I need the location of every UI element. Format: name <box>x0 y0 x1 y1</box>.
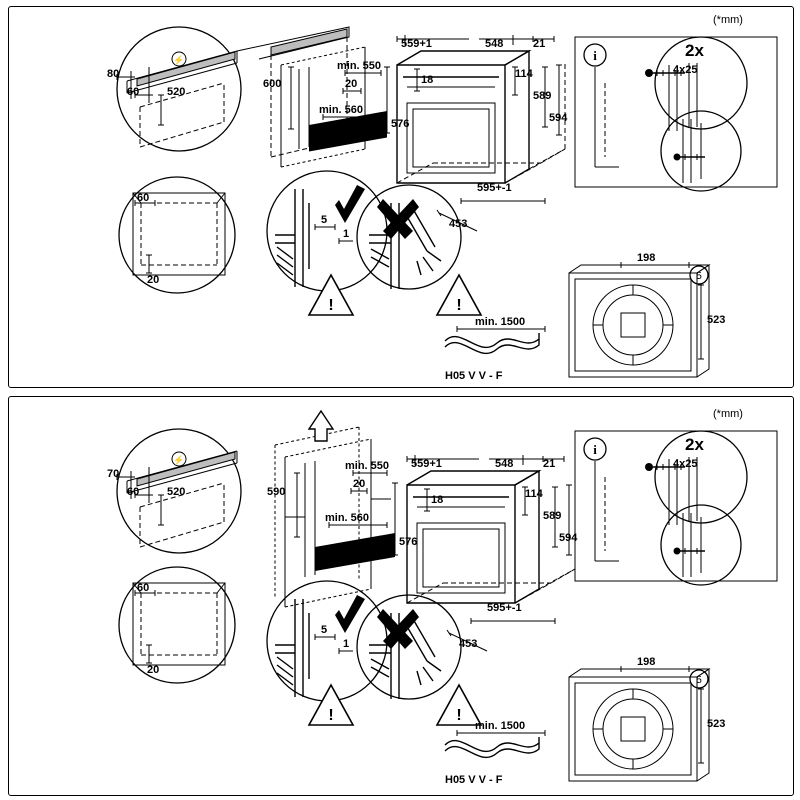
svg-text:!: ! <box>456 297 462 314</box>
dim-600 <box>288 67 294 129</box>
dim-label-21: 21 <box>533 38 546 50</box>
warning-triangle-2 <box>437 275 481 315</box>
dim-label-1: 1 <box>343 228 350 240</box>
dim-label-594: 594 <box>549 112 568 124</box>
dim-label-60-b: 60 <box>127 486 140 498</box>
unit-note-top: (*mm) <box>713 14 743 26</box>
dim-label-453-b: 453 <box>459 638 478 650</box>
dim-label-453: 453 <box>449 218 468 230</box>
cable-type-label: H05 V V - F <box>445 370 503 382</box>
diagram-panel-top <box>8 6 794 388</box>
cable-type-label-b: H05 V V - F <box>445 774 503 786</box>
svg-text:!: ! <box>328 297 334 314</box>
hob-top-view <box>569 265 709 377</box>
hob-height-label-b: 523 <box>707 718 726 730</box>
dim-label-min-550: min. 550 <box>337 60 382 72</box>
unit-note-bottom: (*mm) <box>713 408 743 420</box>
dim-label-520: 520 <box>167 86 186 98</box>
dim-label-80: 80 <box>107 68 120 80</box>
warning-triangle-1 <box>309 275 353 315</box>
cable-length-label: min. 1500 <box>475 316 526 328</box>
dim-label-20-plinth: 20 <box>147 274 160 286</box>
svg-text:5: 5 <box>696 271 702 282</box>
power-cable <box>445 333 539 353</box>
dim-label-18-b: 18 <box>431 494 444 506</box>
dim-label-600: 600 <box>263 78 282 90</box>
correct-install-circle-b <box>267 581 387 701</box>
hob-height-label: 523 <box>707 314 726 326</box>
impact-burst <box>417 251 441 275</box>
hob-width-label-b: 198 <box>637 656 656 668</box>
dim-label-590-b: 590 <box>267 486 286 498</box>
screw-quantity-label-b: 2x <box>685 435 704 454</box>
dim-label-18: 18 <box>421 74 434 86</box>
dim-label-60-plinth: 60 <box>137 192 150 204</box>
wrong-install-circle <box>357 185 461 289</box>
dim-label-60-plinth-b: 60 <box>137 582 150 594</box>
dim-label-21-b: 21 <box>543 458 556 470</box>
diagram-panel-bottom <box>8 396 794 796</box>
dim-label-114-b: 114 <box>525 488 543 500</box>
dim-label-5: 5 <box>321 214 328 226</box>
dim-20-plinth <box>146 255 152 273</box>
dim-label-20-b: 20 <box>353 478 366 490</box>
dim-label-70-b: 70 <box>107 468 120 480</box>
dim-label-1-b: 1 <box>343 638 350 650</box>
panel-bottom-graphics <box>9 397 793 795</box>
hob-width-label: 198 <box>637 252 656 264</box>
dim-label-548-b: 548 <box>495 458 514 470</box>
dim-label-595-b: 595+-1 <box>487 602 522 614</box>
svg-text:i: i <box>593 48 597 63</box>
correct-install-circle <box>267 171 387 291</box>
warning-triangle-3 <box>309 685 353 725</box>
power-cable-b <box>445 737 539 757</box>
oven-shadow-block-b <box>315 533 395 571</box>
dim-label-576-b: 576 <box>399 536 418 548</box>
dim-label-548: 548 <box>485 38 504 50</box>
dim-label-576: 576 <box>391 118 410 130</box>
dim-label-520-b: 520 <box>167 486 186 498</box>
screw-glyph-d <box>674 548 706 555</box>
warning-triangle-4 <box>437 685 481 725</box>
dim-label-60: 60 <box>127 86 140 98</box>
svg-text:!: ! <box>328 707 334 724</box>
screw-size-label: 4x25 <box>673 64 698 76</box>
dim-595 <box>461 198 545 204</box>
cable-length-label-b: min. 1500 <box>475 720 526 732</box>
dim-label-min-550-b: min. 550 <box>345 460 390 472</box>
dim-label-589: 589 <box>533 90 552 102</box>
dim-label-559-b: 559+1 <box>411 458 442 470</box>
dim-label-20: 20 <box>345 78 358 90</box>
svg-text:!: ! <box>456 707 462 724</box>
dim-label-594-b: 594 <box>559 532 578 544</box>
svg-text:⚡: ⚡ <box>173 455 185 465</box>
screw-size-label-b: 4x25 <box>673 458 698 470</box>
dim-label-min-560-b: min. 560 <box>325 512 370 524</box>
hob-top-view-b <box>569 666 709 781</box>
svg-text:5: 5 <box>696 675 702 686</box>
wrong-install-circle-b <box>357 595 461 699</box>
dim-594 <box>556 65 562 135</box>
screw-glyph-b <box>674 154 706 161</box>
dim-label-595: 595+-1 <box>477 182 512 194</box>
dim-label-589-b: 589 <box>543 510 562 522</box>
dim-label-114: 114 <box>515 68 533 80</box>
svg-text:i: i <box>593 442 597 457</box>
screw-quantity-label: 2x <box>685 41 704 60</box>
dim-label-20-plinth-b: 20 <box>147 664 160 676</box>
dim-label-5-b: 5 <box>321 624 328 636</box>
dim-label-559: 559+1 <box>401 38 432 50</box>
svg-text:⚡: ⚡ <box>173 55 185 65</box>
dim-label-min-560: min. 560 <box>319 104 364 116</box>
dim-520 <box>158 95 164 125</box>
dim-523 <box>698 285 704 359</box>
